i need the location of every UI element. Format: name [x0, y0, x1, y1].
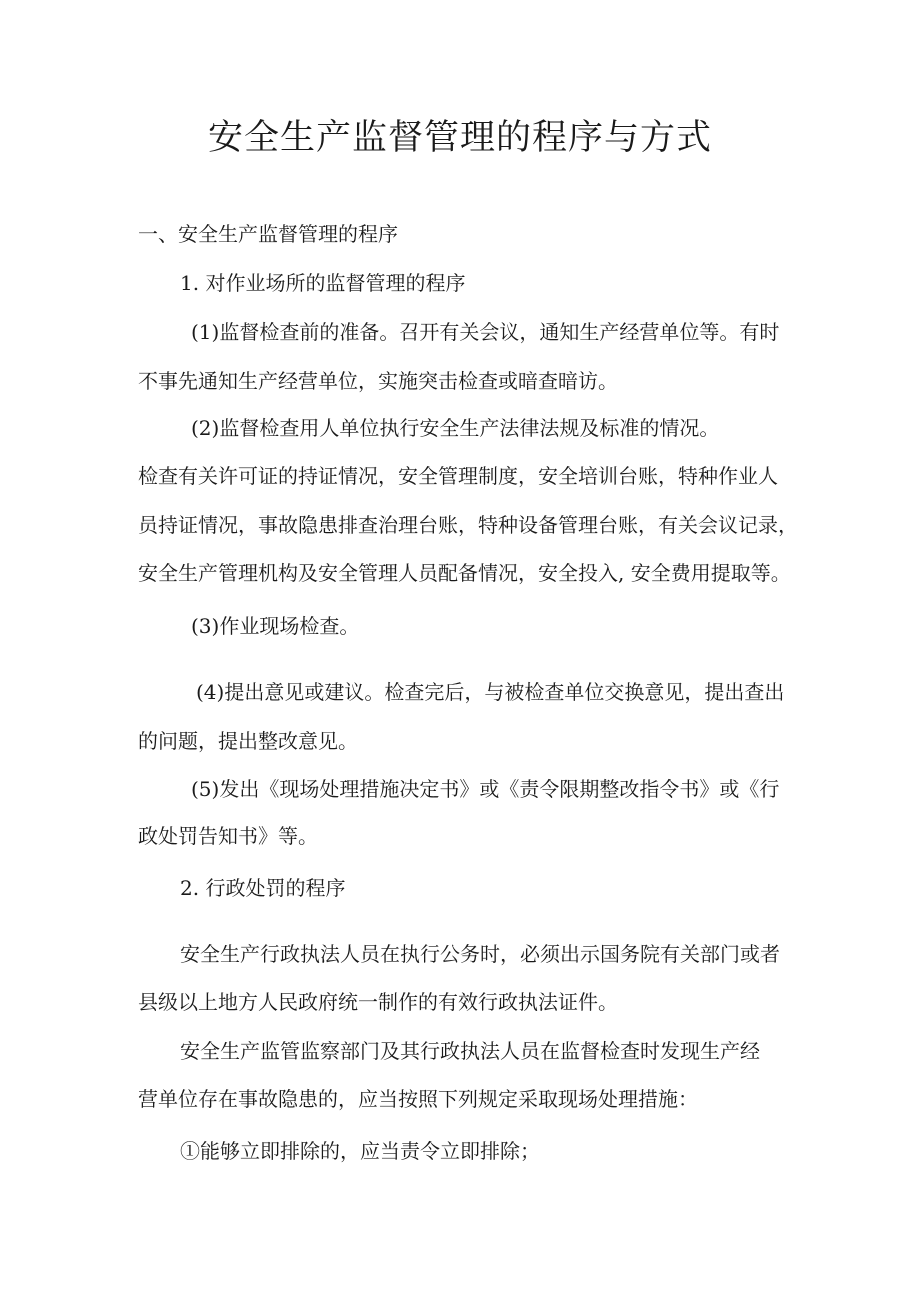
item-5-line-2: 政处罚告知书》等。: [138, 824, 318, 848]
item-2-line-2: 检查有关许可证的持证情况，安全管理制度，安全培训台账，特种作业人: [138, 464, 778, 488]
item-1-line-2: 不事先通知生产经营单位，实施突击检查或暗查暗访。: [138, 369, 618, 393]
measure-1: ①能够立即排除的，应当责令立即排除；: [180, 1139, 540, 1163]
item-4-line-2: 的问题，提出整改意见。: [138, 729, 358, 753]
paragraph-2-line-2: 营单位存在事故隐患的，应当按照下列规定采取现场处理措施：: [138, 1087, 698, 1111]
item-1-line-1: (1)监督检查前的准备。召开有关会议，通知生产经营单位等。有时: [191, 320, 780, 344]
item-2-line-4: 安全生产管理机构及安全管理人员配备情况，安全投入, 安全费用提取等。: [138, 561, 791, 585]
item-2-line-3: 员持证情况，事故隐患排查治理台账，特种设备管理台账，有关会议记录，: [138, 513, 798, 537]
item-2-line-1: (2)监督检查用人单位执行安全生产法律法规及标准的情况。: [191, 416, 720, 440]
paragraph-2-line-1: 安全生产监管监察部门及其行政执法人员在监督检查时发现生产经: [180, 1039, 760, 1063]
paragraph-1-line-1: 安全生产行政执法人员在执行公务时，必须出示国务院有关部门或者: [180, 942, 780, 966]
paragraph-1-line-2: 县级以上地方人民政府统一制作的有效行政执法证件。: [138, 990, 618, 1014]
subsection-heading-1: 1. 对作业场所的监督管理的程序: [180, 271, 466, 295]
item-5-line-1: (5)发出《现场处理措施决定书》或《责令限期整改指令书》或《行: [191, 777, 780, 801]
item-4-line-1: (4)提出意见或建议。检查完后，与被检查单位交换意见，提出查出: [196, 680, 785, 704]
page-title: 安全生产监督管理的程序与方式: [207, 118, 712, 158]
item-3-line-1: (3)作业现场检查。: [191, 614, 360, 638]
subsection-heading-2: 2. 行政处罚的程序: [180, 876, 346, 900]
section-heading: 一、安全生产监督管理的程序: [138, 222, 398, 246]
